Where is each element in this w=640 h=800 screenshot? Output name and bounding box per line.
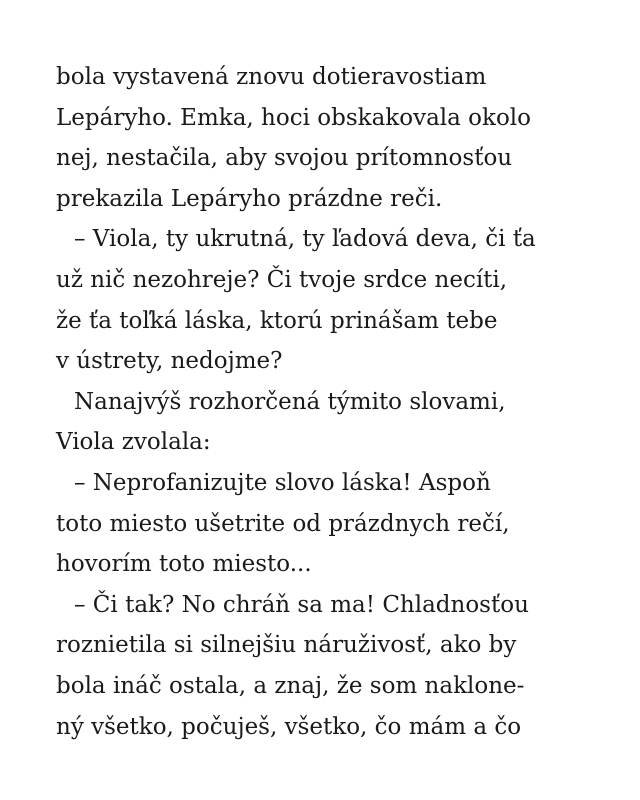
text-line: bola ináč ostala, a znaj, že som naklone- — [56, 672, 525, 699]
text-line: že ťa toľká láska, ktorú prinášam tebe — [56, 307, 498, 334]
text-line: roznietila si silnejšiu náruživosť, ako by — [56, 632, 517, 659]
text-line: prekazila Lepáryho prázdne reči. — [56, 185, 443, 212]
text-line: už nič nezohreje? Či tvoje srdce necíti, — [56, 266, 508, 293]
text-line: bola vystavená znovu dotieravostiam — [56, 64, 487, 90]
text-line: toto miesto ušetrite od prázdnych rečí, — [56, 510, 510, 537]
text-line: Lepáryho. Emka, hoci obskakovala okolo — [56, 104, 531, 131]
text-line: Viola zvolala: — [56, 429, 211, 456]
text-line: ný všetko, počuješ, všetko, čo mám a čo — [56, 713, 522, 740]
text-line: – Viola, ty ukrutná, ty ľadová deva, či ťa — [74, 226, 536, 253]
text-line: Nanajvýš rozhorčená týmito slovami, — [74, 388, 506, 415]
text-line: nej, nestačila, aby svojou prítomnosťou — [56, 145, 513, 172]
text-line: v ústrety, nedojme? — [56, 348, 283, 375]
text-line: – Či tak? No chráň sa ma! Chladnosťou — [74, 591, 529, 618]
body-text — [56, 57, 586, 747]
text-line: hovorím toto miesto... — [56, 551, 312, 578]
text-line: – Neprofanizujte slovo láska! Aspoň — [74, 469, 491, 496]
